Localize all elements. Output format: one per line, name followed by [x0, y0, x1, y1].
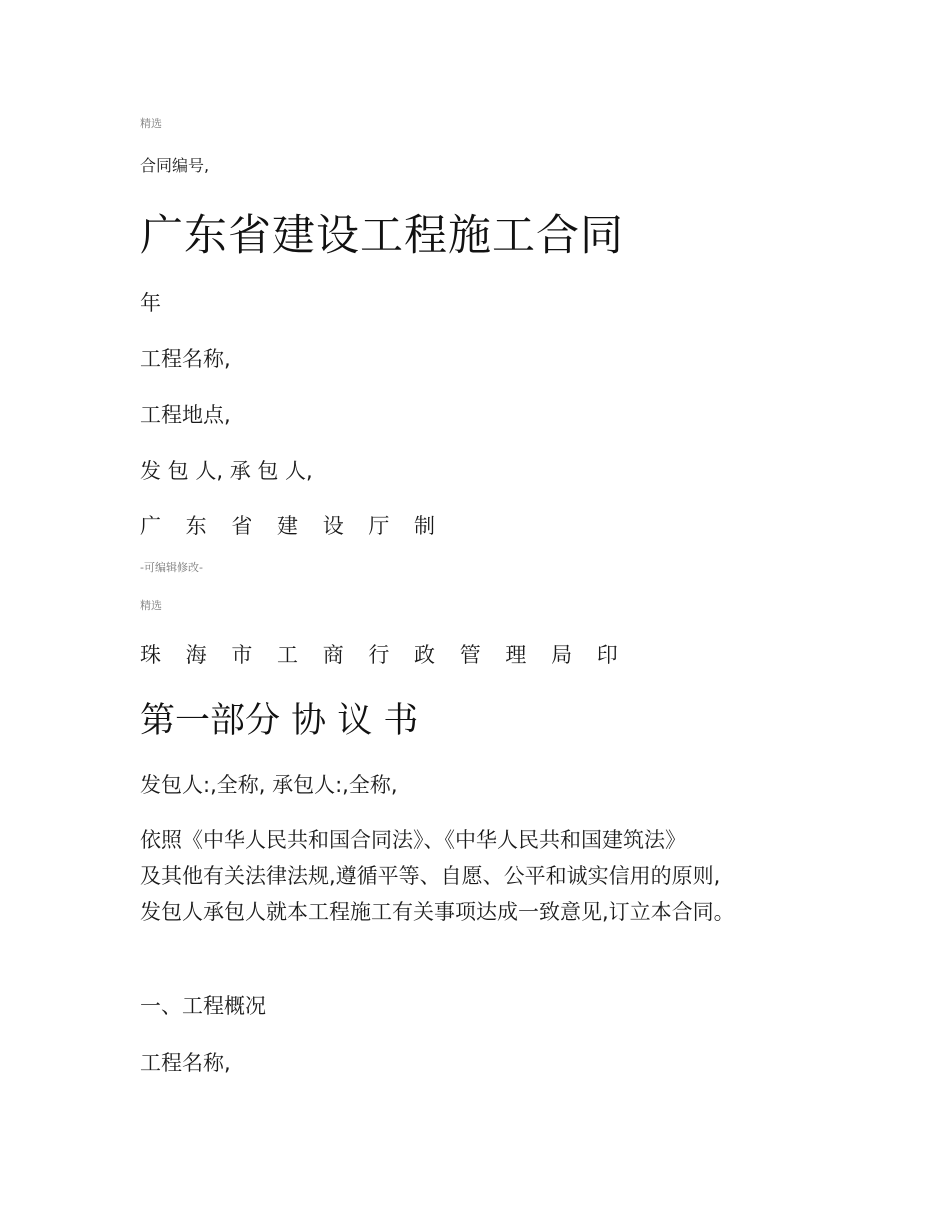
preamble-line: 及其他有关法律法规,遵循平等、自愿、公平和诚实信用的原则,	[140, 864, 721, 888]
part-title: 第一部分 协 议 书	[140, 701, 419, 741]
year-label: 年	[140, 291, 161, 315]
printer-label: 珠 海 市 工 商 行 政 管 理 局 印	[140, 643, 627, 667]
project-name-label: 工程名称,	[140, 1051, 231, 1075]
parties-label: 发 包 人, 承 包 人,	[140, 459, 313, 483]
section-heading: 一、工程概况	[140, 994, 266, 1018]
header-mark: 精选	[140, 599, 162, 612]
contract-number-label: 合同编号,	[140, 156, 210, 175]
parties-full-name: 发包人:,全称, 承包人:,全称,	[140, 773, 398, 797]
preamble-paragraph	[140, 822, 840, 930]
project-location-label: 工程地点,	[140, 403, 231, 427]
issuer-label: 广 东 省 建 设 厅 制	[140, 514, 445, 538]
preamble-line: 依照《中华人民共和国合同法》、《中华人民共和国建筑法》	[140, 828, 686, 852]
project-name-label: 工程名称,	[140, 347, 231, 371]
header-mark: 精选	[140, 117, 162, 130]
document-title: 广东省建设工程施工合同	[140, 211, 624, 261]
preamble-line: 发包人承包人就本工程施工有关事项达成一致意见,订立本合同。	[140, 900, 735, 924]
editable-footer-mark: -可编辑修改-	[140, 561, 203, 574]
